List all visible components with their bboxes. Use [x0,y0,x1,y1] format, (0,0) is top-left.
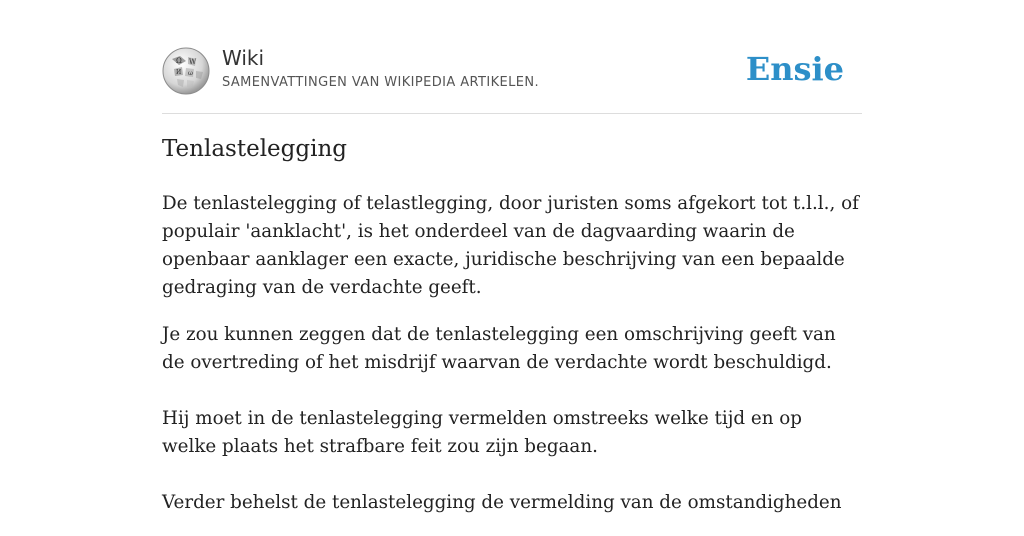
wikipedia-globe-icon[interactable] [162,47,210,95]
article-body [162,190,862,536]
site-subtitle: SAMENVATTINGEN VAN WIKIPEDIA ARTIKELEN. [222,75,540,90]
article-paragraph: Je zou kunnen zeggen dat de tenlastelegging een omschrijving geeft van de overtreding of het misdrijf waarvan de verdachte wordt beschuldigd. Hij moet in de tenlastelegging vermelden omstreeks welke tijd en op welke plaats het strafbare feit zou zijn begaan. Verder behelst de tenlastelegging de vermelding van de omstandigheden [162,324,842,513]
svg-text:ω: ω [188,70,193,77]
article-paragraph: De tenlastelegging of telastlegging, door juristen soms afgekort tot t.l.l., of populair 'aanklacht', is het onderdeel van de dagvaarding waarin de openbaar aanklager een exacte, juridische beschrijving van een bepaalde gedraging van de verdachte geeft. [162,193,859,298]
page-container [162,0,862,513]
ensie-brand-logo[interactable]: Ensie [745,50,844,88]
svg-text:И: И [176,69,182,76]
site-header [162,0,862,114]
site-title[interactable]: Wiki [222,46,265,70]
svg-text:W: W [189,58,197,66]
article-title: Tenlastelegging [162,136,348,162]
svg-text:Ω: Ω [176,57,182,65]
